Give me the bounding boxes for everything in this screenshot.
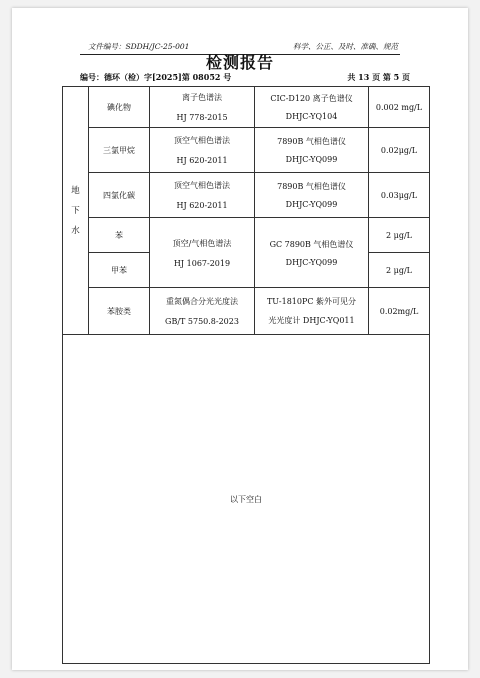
instrument-id: 光光度计 DHJC-YQ011 [268, 316, 355, 325]
instrument-name: GC 7890B 气相色谱仪 [269, 239, 354, 249]
item-cell: 苯 [89, 218, 150, 253]
report-title: 检测报告 [205, 53, 274, 72]
method-cell [150, 128, 255, 173]
table-row [63, 335, 430, 664]
method-standard: HJ 1067-2019 [173, 258, 231, 268]
category-char: 地 [71, 185, 80, 196]
report-number: 编号：德环（检）字[2025]第 08052 号 [80, 72, 232, 82]
method-name: 顶空气相色谱法 [174, 181, 230, 190]
detection-limit-cell: 0.03μg/L [369, 173, 430, 218]
detection-limit-cell: 0.02mg/L [369, 288, 430, 335]
category-char: 下 [71, 205, 80, 216]
instrument-cell [255, 87, 369, 128]
method-standard: HJ 620-2011 [176, 201, 228, 210]
item-cell: 苯胺类 [89, 288, 150, 335]
table-row [63, 288, 430, 335]
category-cell [63, 87, 89, 335]
method-name: 离子色谱法 [182, 93, 222, 102]
instrument-id: DHJC-YQ099 [285, 257, 338, 267]
page-count: 共 13 页 第 5 页 [347, 72, 410, 82]
item-cell: 甲苯 [89, 253, 150, 288]
item-cell: 四氯化碳 [89, 173, 150, 218]
category-char: 水 [71, 225, 80, 236]
method-standard: GB/T 5750.8-2023 [165, 317, 239, 326]
document-number: 文件编号：SDDH/JC-25-001 [88, 42, 190, 51]
test-methods-table [62, 86, 430, 664]
method-cell [150, 87, 255, 128]
detection-limit-cell: 0.02μg/L [369, 128, 430, 173]
instrument-cell [255, 173, 369, 218]
item-cell: 碘化物 [89, 87, 150, 128]
instrument-name: TU-1810PC 紫外可见分 [266, 297, 357, 306]
method-cell [150, 218, 255, 288]
table-row [63, 173, 430, 218]
detection-limit-cell: 2 μg/L [369, 218, 430, 253]
table-row [63, 87, 430, 128]
method-cell [150, 288, 255, 335]
instrument-name: 7890B 气相色谱仪 [277, 182, 346, 191]
detection-limit-cell: 2 μg/L [369, 253, 430, 288]
blank-note-cell [63, 335, 430, 664]
method-name: 重氮偶合分光光度法 [166, 297, 238, 306]
instrument-cell [255, 218, 369, 288]
report-subheader [80, 72, 410, 84]
instrument-name: 7890B 气相色谱仪 [277, 137, 346, 146]
instrument-id: DHJC-YQ099 [285, 200, 338, 209]
instrument-id: DHJC-YQ099 [285, 155, 338, 164]
instrument-cell [255, 128, 369, 173]
table-row [63, 218, 430, 253]
instrument-name: CIC-D120 离子色谱仪 [270, 94, 353, 103]
method-cell [150, 173, 255, 218]
method-standard: HJ 620-2011 [176, 156, 228, 165]
method-name: 顶空气相色谱法 [174, 136, 230, 145]
instrument-cell [255, 288, 369, 335]
method-name: 顶空/气相色谱法 [172, 238, 232, 248]
detection-limit-cell: 0.002 mg/L [369, 87, 430, 128]
item-cell: 三氯甲烷 [89, 128, 150, 173]
method-standard: HJ 778-2015 [176, 113, 228, 122]
blank-note: 以下空白 [230, 494, 262, 504]
company-motto: 科学、公正、及时、准确、规范 [293, 42, 398, 51]
instrument-id: DHJC-YQ104 [285, 112, 338, 121]
table-row [63, 128, 430, 173]
